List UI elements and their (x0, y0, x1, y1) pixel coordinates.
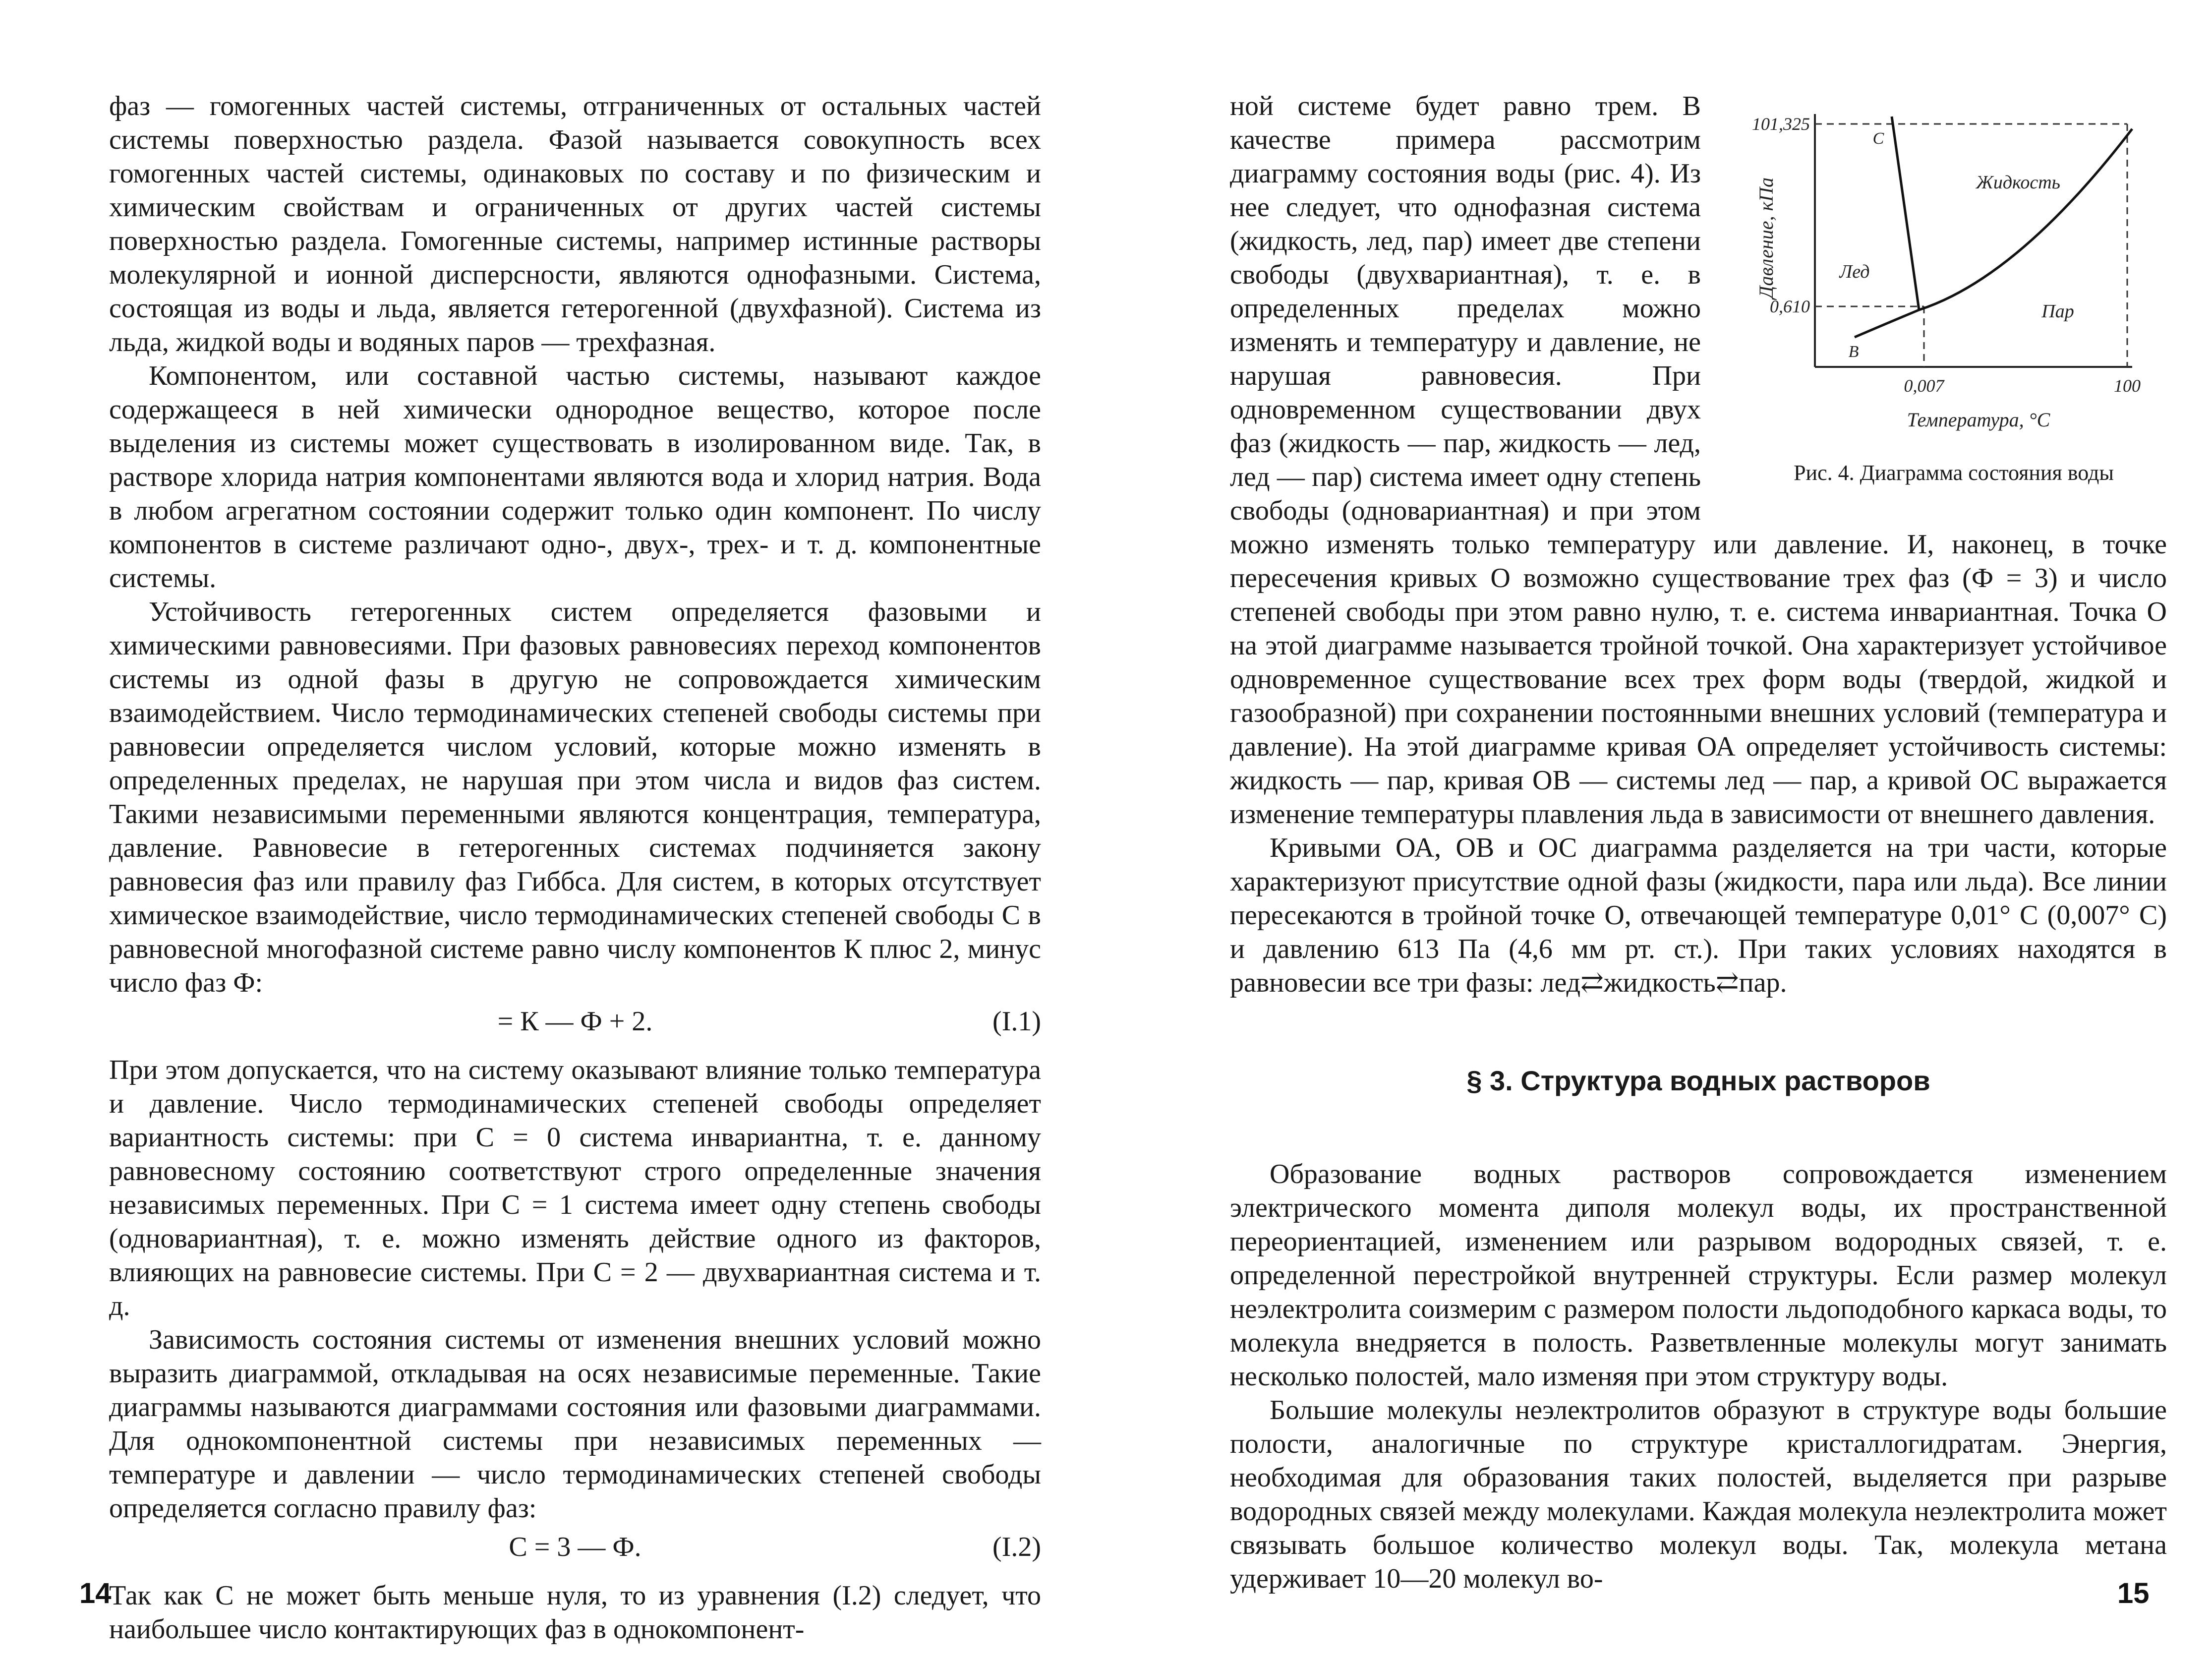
y-axis-title: Давление, кПа (1755, 177, 1777, 299)
equation-formula: = К — Ф + 2. (497, 1006, 653, 1037)
paragraph: Образование водных растворов сопровождается изменением электрического момента диполя молекул воды, их пространственной переориентацией, изменением или разрывом водородных связей, т. е. определенной перестройкой внутренней структуры. Если размер молекул неэлектролита соизмерим с размером полости льдоподобного каркаса воды, то молекула внедряется в полость. Разветвленные молекулы могут занимать несколько полостей, мало изменяя при этом структуру воды. (1230, 1159, 2167, 1392)
point-label-c: C (1872, 129, 1884, 148)
equation-1 (109, 1005, 1041, 1038)
section-heading: § 3. Структура водных растворов (1466, 1065, 1930, 1096)
figure-caption: Рис. 4. Диаграмма состояния воды (1794, 461, 2114, 485)
y-tick-label: 101,325 (1752, 114, 1810, 134)
x-tick-label: 0,007 (1904, 376, 1944, 396)
region-label-liquid: Жидкость (1976, 172, 2060, 193)
region-label-ice: Лед (1839, 261, 1870, 282)
paragraph: ной системе будет равно трем. В качестве примера рассмотрим диаграмму состояния воды (рис. 4). Из нее следует, что однофазная система (жидкость, лед, пар) имеет две степени свободы (двухвариантная), т. е. в определенных пределах можно изменять и температуру и давление, не нарушая равновесия. При одновременном существовании двух фаз (жидкость — пар, жидкость — лед, лед — пар) система имеет одну степень свободы (одновариантная) и при этом можно изменять только температуру или давление. И, наконец, в точке пересечения кривых О возможно существование трех фаз (Ф = 3) и число степеней свободы при этом равно нулю, т. е. система инвариантная. Точка О на этой диаграмме называется тройной точкой. Она характеризует устойчивое одновременное существование всех трех форм воды (твердой, жидкой и газообразной) при сохранении постоянными внешних условий (температура и давление). На этой диаграмме кривая ОА определяет устойчивость системы: жидкость — пар, кривая ОВ — системы лед — пар, а кривой ОС выражается изменение температуры плавления льда в зависимости от внешнего давления. (1230, 91, 2167, 830)
paragraph: фаз — гомогенных частей системы, отграниченных от остальных частей системы поверхностью раздела. Фазой называется совокупность всех гомогенных частей системы, одинаковых по составу и по физическим и химическим свойствам и ограниченных от других частей системы поверхностью раздела. Гомогенные системы, например истинные растворы молекулярной и ионной дисперсности, являются однофазными. Система, состоящая из воды и льда, является гетерогенной (двухфазной). Система из льда, жидкой воды и водяных паров — трехфазная. (109, 91, 1041, 357)
y-tick-label: 0,610 (1770, 297, 1810, 316)
left-text-column (109, 89, 1041, 1646)
equation-number: (I.1) (992, 1006, 1041, 1037)
x-axis-title: Температура, °С (1907, 409, 2050, 431)
paragraph: Компонентом, или составной частью системы, называют каждое содержащееся в ней химически однородное вещество, которое после выделения из системы может существовать в изолированном виде. Так, в растворе хлорида натрия компонентами являются вода и хлорид натрия. Вода в любом агрегатном состоянии содержит только один компонент. По числу компонентов в системе различают одно-, двух-, трех- и т. д. компонентные системы. (109, 360, 1041, 594)
paragraph: Зависимость состояния системы от изменения внешних условий можно выразить диаграммой, откладывая на осях независимые переменные. Такие диаграммы называются диаграммами состояния или фазовыми диаграммами. Для однокомпонентной системы при независимых переменных — температуре и давлении — число термодинамических степеней свободы определяется согласно правилу фаз: (109, 1324, 1041, 1524)
equation-2 (109, 1530, 1041, 1564)
phase-diagram (1721, 89, 2167, 456)
page-number: 15 (2117, 1577, 2150, 1609)
right-text-column (1230, 89, 2167, 1596)
point-label-b: B (1848, 343, 1859, 361)
equation-formula: С = 3 — Ф. (509, 1532, 641, 1562)
curve-oc (1892, 117, 1919, 310)
equation-number: (I.2) (992, 1532, 1041, 1562)
paragraph: Большие молекулы неэлектролитов образуют в структуре воды большие полости, аналогичные по структуре кристаллогидратам. Энергия, необходимая для образования таких полостей, выделяется при разрыве водородных связей между молекулами. Каждая молекула неэлектролита может связывать большое количество молекул воды. Так, молекула метана удерживает 10—20 молекул во- (1230, 1395, 2167, 1594)
x-tick-label: 100 (2114, 376, 2141, 396)
paragraph: Устойчивость гетерогенных систем определяется фазовыми и химическими равновесиями. При фазовых равновесиях переход компонентов системы из одной фазы в другую не сопровождается химическим взаимодействием. Число термодинамических степеней свободы системы при равновесии определяется числом условий, которые можно изменять в определенных пределах, не нарушая при этом числа и видов фаз систем. Такими независимыми переменными являются концентрация, температура, давление. Равновесие в гетерогенных системах подчиняется закону равновесия фаз или правилу фаз Гиббса. Для систем, в которых отсутствует химическое взаимодействие, число термодинамических степеней свободы С в равновесной многофазной системе равно числу компонентов К плюс 2, минус число фаз Ф: (109, 596, 1041, 998)
right-page (1106, 0, 2212, 1663)
region-label-vapor: Пар (2041, 301, 2074, 322)
paragraph: Так как С не может быть меньше нуля, то из уравнения (I.2) следует, что наибольшее число контактирующих фаз в однокомпонент- (109, 1580, 1041, 1645)
curve-ob (1855, 310, 1919, 337)
paragraph: Кривыми ОА, ОВ и ОС диаграмма разделяется на три части, которые характеризуют присутствие одной фазы (жидкости, пара или льда). Все линии пересекаются в тройной точке О, отвечающей температуре 0,01° С (0,007° С) и давлению 613 Па (4,6 мм рт. ст.). При таких условиях находятся в равновесии все три фазы: лед⇄жидкость⇄пар. (1230, 832, 2167, 998)
paragraph: При этом допускается, что на систему оказывают влияние только температура и давление. Число термодинамических степеней свободы определяет вариантность системы: при С = 0 система инвариантна, т. е. данному равновесному состоянию соответствуют строго определенные значения независимых переменных. При С = 1 система имеет одну степень свободы (одновариантная), т. е. можно изменять действие одного из факторов, влияющих на равновесие системы. При С = 2 — двухвариантная система и т. д. (109, 1055, 1041, 1321)
curve-oa (1919, 129, 2132, 310)
phase-diagram-figure (1721, 89, 2167, 496)
page-number: 14 (79, 1577, 112, 1609)
